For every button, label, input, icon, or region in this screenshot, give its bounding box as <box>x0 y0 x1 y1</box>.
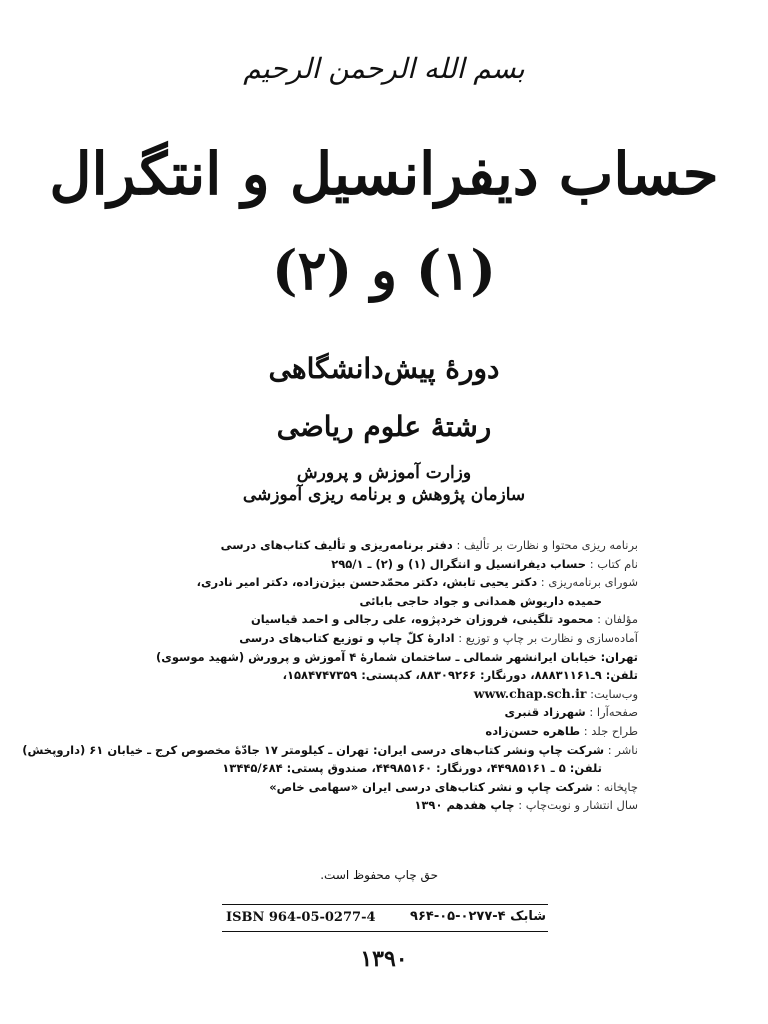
credit-row-year <box>118 796 638 815</box>
credit-row-planning <box>118 536 638 555</box>
isbn-persian: شابک ۴-۰۲۷۷-۰۵-۹۶۴ <box>410 909 546 924</box>
credit-value: حساب دیفرانسیل و انتگرال (۱) و (۲) ـ ۲۹۵/۱ <box>331 556 587 571</box>
credit-value: شرکت چاپ و نشر کتاب‌های درسی ایران «سهامی خاص» <box>269 779 593 794</box>
credit-row-publisher <box>22 741 638 760</box>
credit-label: چاپخانه : <box>596 779 638 794</box>
credit-label: ناشر : <box>607 742 638 757</box>
credit-label: صفحه‌آرا : <box>589 705 638 720</box>
credit-value: حمیده داریوش همدانی و جواد حاجی بابائی <box>359 593 602 608</box>
credit-label: شورای برنامه‌ریزی : <box>540 575 638 590</box>
credit-row-cover <box>118 722 638 741</box>
bismillah-calligraphy: بسم الله الرحمن الرحیم <box>243 52 525 85</box>
book-volume: (۱) و (۲) <box>272 238 496 302</box>
credit-label: مؤلفان : <box>597 612 638 627</box>
credit-row-preparation <box>118 629 638 648</box>
credit-value: ادارهٔ کلّ چاپ و توزیع کتاب‌های درسی <box>239 630 455 645</box>
credit-value: چاپ هفدهم ۱۳۹۰ <box>414 798 515 813</box>
study-branch: رشتهٔ علوم ریاضی <box>276 410 492 443</box>
copyright-notice: حق چاپ محفوظ است. <box>320 868 438 882</box>
credit-publisher-phone: تلفن: ۵ ـ ۴۴۹۸۵۱۶۱، دورنگار: ۴۴۹۸۵۱۶۰، صندوق پستی: ۱۳۴۴۵/۶۸۴ <box>222 761 602 776</box>
credit-row-council-cont <box>118 592 638 611</box>
credit-value: شرکت چاپ ونشر کتاب‌های درسی ایران: تهران ـ کیلومتر ۱۷ جادّهٔ مخصوص کرج ـ خیابان ۶۱ (داروپخش) <box>22 742 605 757</box>
credit-phone: تلفن: ۹ـ۸۸۸۳۱۱۶۱، دورنگار: ۸۸۳۰۹۲۶۶، کدپستی: ۱۵۸۴۷۴۷۳۵۹، <box>282 668 638 683</box>
isbn-latin: ISBN 964-05-0277-4 <box>226 910 376 925</box>
publication-year: ۱۳۹۰ <box>360 946 408 972</box>
credit-value: دکتر یحیی تابش، دکتر محمّدحسن بیژن‌زاده، دکتر امیر نادری، <box>196 575 538 590</box>
credit-label: برنامه ریزی محتوا و نظارت بر تألیف : <box>456 538 638 552</box>
credit-row-printer <box>118 778 638 797</box>
credit-row-authors <box>118 610 638 629</box>
credit-label: وب‌سایت: <box>590 686 638 701</box>
credit-label: طراح جلد : <box>583 723 638 738</box>
credit-label: نام کتاب : <box>589 556 638 571</box>
credit-value: شهرزاد قنبری <box>504 705 586 720</box>
credit-row-council <box>118 573 638 592</box>
organization-name: سازمان پژوهش و برنامه ریزی آموزشی <box>242 485 526 505</box>
credit-row-website <box>118 685 638 704</box>
credit-value: محمود تلگینی، فروزان خردپژوه، علی رجالی و احمد قیاسیان <box>250 612 594 627</box>
credit-label: سال انتشار و نوبت‌چاپ : <box>518 798 638 813</box>
isbn-bar <box>222 904 548 932</box>
course-level: دورهٔ پیش‌دانشگاهی <box>268 352 500 385</box>
credit-value: طاهره حسن‌زاده <box>485 723 581 738</box>
credits-block <box>22 536 638 815</box>
credit-label: آماده‌سازی و نظارت بر چاپ و توزیع : <box>458 630 638 645</box>
credit-row-bookname <box>118 555 638 574</box>
website-link[interactable]: www.chap.sch.ir <box>473 685 587 701</box>
book-title: حساب دیفرانسیل و انتگرال <box>49 140 719 208</box>
credit-value: دفتر برنامه‌ریزی و تألیف کتاب‌های درسی <box>220 538 453 552</box>
ministry-block <box>0 462 768 506</box>
credit-address: تهران: خیابان ایرانشهر شمالی ـ ساختمان شمارهٔ ۴ آموزش و پرورش (شهید موسوی) <box>156 649 638 664</box>
credit-row-layout <box>118 703 638 722</box>
ministry-name: وزارت آموزش و پرورش <box>296 463 472 483</box>
